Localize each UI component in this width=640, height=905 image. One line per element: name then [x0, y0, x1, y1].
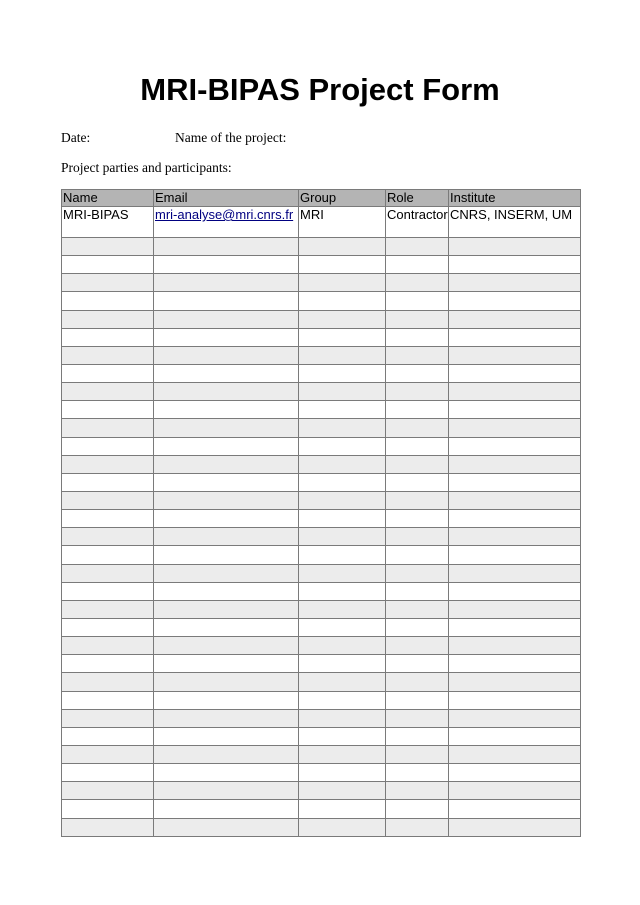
- cell-name: [62, 256, 154, 274]
- project-name-label: Name of the project:: [175, 130, 287, 145]
- cell-institute: [449, 691, 581, 709]
- cell-name: [62, 383, 154, 401]
- cell-institute: [449, 618, 581, 636]
- cell-name: [62, 238, 154, 256]
- cell-email: [154, 564, 299, 582]
- table-row-empty: [62, 691, 581, 709]
- cell-group: [299, 546, 386, 564]
- cell-institute: [449, 310, 581, 328]
- cell-group: [299, 528, 386, 546]
- cell-institute: [449, 655, 581, 673]
- cell-name: [62, 528, 154, 546]
- cell-email: [154, 546, 299, 564]
- cell-name: [62, 818, 154, 836]
- cell-name: [62, 292, 154, 310]
- cell-group: [299, 292, 386, 310]
- header-name: Name: [62, 190, 154, 207]
- cell-institute: [449, 727, 581, 745]
- cell-group: [299, 691, 386, 709]
- header-role: Role: [386, 190, 449, 207]
- cell-role: [386, 437, 449, 455]
- cell-role: [386, 764, 449, 782]
- cell-name: [62, 346, 154, 364]
- table-row-empty: [62, 491, 581, 509]
- cell-email: [154, 419, 299, 437]
- cell-name: [62, 455, 154, 473]
- cell-role: [386, 346, 449, 364]
- cell-group: [299, 328, 386, 346]
- cell-institute: [449, 582, 581, 600]
- cell-email: [154, 383, 299, 401]
- cell-group: MRI: [299, 207, 386, 238]
- table-row-empty: [62, 437, 581, 455]
- table-row-empty: [62, 709, 581, 727]
- cell-name: [62, 274, 154, 292]
- cell-institute: [449, 745, 581, 763]
- cell-name: [62, 419, 154, 437]
- cell-institute: [449, 546, 581, 564]
- cell-institute: [449, 346, 581, 364]
- cell-name: [62, 673, 154, 691]
- cell-institute: [449, 328, 581, 346]
- cell-role: [386, 274, 449, 292]
- cell-email: [154, 618, 299, 636]
- table-row-empty: [62, 800, 581, 818]
- cell-role: [386, 310, 449, 328]
- cell-email: [154, 238, 299, 256]
- table-row-empty: [62, 564, 581, 582]
- cell-group: [299, 637, 386, 655]
- cell-email: [154, 691, 299, 709]
- cell-name: [62, 691, 154, 709]
- cell-role: [386, 491, 449, 509]
- cell-name: [62, 637, 154, 655]
- cell-role: Contractor: [386, 207, 449, 238]
- cell-institute: [449, 401, 581, 419]
- cell-institute: [449, 764, 581, 782]
- cell-role: [386, 818, 449, 836]
- cell-email: [154, 473, 299, 491]
- cell-role: [386, 673, 449, 691]
- cell-group: [299, 818, 386, 836]
- cell-group: [299, 745, 386, 763]
- cell-institute: [449, 709, 581, 727]
- cell-group: [299, 383, 386, 401]
- cell-group: [299, 364, 386, 382]
- cell-institute: [449, 564, 581, 582]
- cell-email: [154, 207, 299, 238]
- table-row-empty: [62, 328, 581, 346]
- cell-role: [386, 600, 449, 618]
- cell-email: [154, 582, 299, 600]
- cell-role: [386, 328, 449, 346]
- cell-name: [62, 618, 154, 636]
- cell-role: [386, 691, 449, 709]
- cell-email: [154, 655, 299, 673]
- cell-email: [154, 274, 299, 292]
- cell-email: [154, 745, 299, 763]
- header-group: Group: [299, 190, 386, 207]
- table-row-empty: [62, 419, 581, 437]
- cell-group: [299, 709, 386, 727]
- cell-group: [299, 600, 386, 618]
- cell-name: [62, 745, 154, 763]
- cell-institute: [449, 455, 581, 473]
- table-row-empty: [62, 727, 581, 745]
- cell-name: [62, 473, 154, 491]
- cell-email: [154, 709, 299, 727]
- cell-name: [62, 491, 154, 509]
- cell-name: [62, 764, 154, 782]
- table-row-empty: [62, 364, 581, 382]
- cell-email: [154, 292, 299, 310]
- cell-role: [386, 419, 449, 437]
- cell-name: [62, 510, 154, 528]
- cell-name: [62, 437, 154, 455]
- cell-group: [299, 782, 386, 800]
- cell-role: [386, 401, 449, 419]
- table-row-empty: [62, 274, 581, 292]
- cell-institute: [449, 473, 581, 491]
- table-row-empty: [62, 292, 581, 310]
- cell-name: [62, 582, 154, 600]
- cell-role: [386, 655, 449, 673]
- cell-institute: CNRS, INSERM, UM: [449, 207, 581, 238]
- table-header-row: [62, 190, 581, 207]
- table-row-empty: [62, 655, 581, 673]
- cell-group: [299, 727, 386, 745]
- header-institute: Institute: [449, 190, 581, 207]
- cell-group: [299, 510, 386, 528]
- cell-email: [154, 673, 299, 691]
- cell-group: [299, 564, 386, 582]
- cell-group: [299, 618, 386, 636]
- date-label: Date:: [61, 130, 91, 145]
- cell-institute: [449, 600, 581, 618]
- cell-institute: [449, 818, 581, 836]
- table-row-empty: [62, 818, 581, 836]
- cell-institute: [449, 256, 581, 274]
- cell-role: [386, 455, 449, 473]
- cell-name: MRI-BIPAS: [62, 207, 154, 238]
- cell-institute: [449, 238, 581, 256]
- email-link[interactable]: mri-analyse@mri.cnrs.fr: [155, 207, 294, 222]
- cell-name: [62, 709, 154, 727]
- cell-email: [154, 818, 299, 836]
- cell-name: [62, 364, 154, 382]
- table-row-empty: [62, 528, 581, 546]
- cell-institute: [449, 800, 581, 818]
- cell-role: [386, 546, 449, 564]
- cell-group: [299, 310, 386, 328]
- cell-role: [386, 292, 449, 310]
- cell-institute: [449, 782, 581, 800]
- table-row-empty: [62, 256, 581, 274]
- cell-name: [62, 782, 154, 800]
- cell-institute: [449, 383, 581, 401]
- cell-institute: [449, 510, 581, 528]
- cell-role: [386, 618, 449, 636]
- cell-name: [62, 328, 154, 346]
- table-row-empty: [62, 546, 581, 564]
- parties-label: Project parties and participants:: [61, 160, 232, 175]
- cell-email: [154, 782, 299, 800]
- cell-institute: [449, 637, 581, 655]
- cell-name: [62, 564, 154, 582]
- cell-group: [299, 764, 386, 782]
- table-row-empty: [62, 764, 581, 782]
- table-row-empty: [62, 618, 581, 636]
- table-row-empty: [62, 455, 581, 473]
- cell-role: [386, 727, 449, 745]
- cell-email: [154, 328, 299, 346]
- cell-role: [386, 582, 449, 600]
- cell-role: [386, 383, 449, 401]
- cell-email: [154, 455, 299, 473]
- header-email: Email: [154, 190, 299, 207]
- table-row-empty: [62, 510, 581, 528]
- cell-email: [154, 600, 299, 618]
- cell-name: [62, 401, 154, 419]
- cell-role: [386, 528, 449, 546]
- participants-table: [61, 189, 581, 837]
- cell-name: [62, 655, 154, 673]
- cell-institute: [449, 364, 581, 382]
- cell-group: [299, 491, 386, 509]
- cell-group: [299, 401, 386, 419]
- cell-institute: [449, 673, 581, 691]
- cell-group: [299, 256, 386, 274]
- cell-institute: [449, 292, 581, 310]
- cell-role: [386, 564, 449, 582]
- cell-role: [386, 238, 449, 256]
- cell-name: [62, 800, 154, 818]
- cell-email: [154, 346, 299, 364]
- cell-group: [299, 274, 386, 292]
- cell-group: [299, 800, 386, 818]
- cell-role: [386, 256, 449, 274]
- cell-email: [154, 401, 299, 419]
- cell-email: [154, 437, 299, 455]
- table-row-empty: [62, 238, 581, 256]
- cell-name: [62, 310, 154, 328]
- cell-email: [154, 510, 299, 528]
- table-row-empty: [62, 600, 581, 618]
- table-row-empty: [62, 582, 581, 600]
- table-row-empty: [62, 637, 581, 655]
- cell-group: [299, 238, 386, 256]
- cell-email: [154, 491, 299, 509]
- table-row-empty: [62, 782, 581, 800]
- cell-group: [299, 582, 386, 600]
- cell-group: [299, 673, 386, 691]
- cell-role: [386, 510, 449, 528]
- cell-role: [386, 709, 449, 727]
- table-row-empty: [62, 401, 581, 419]
- cell-group: [299, 346, 386, 364]
- cell-email: [154, 310, 299, 328]
- table-row-empty: [62, 310, 581, 328]
- cell-name: [62, 727, 154, 745]
- cell-institute: [449, 528, 581, 546]
- cell-email: [154, 528, 299, 546]
- cell-institute: [449, 437, 581, 455]
- cell-group: [299, 655, 386, 673]
- cell-email: [154, 364, 299, 382]
- cell-role: [386, 800, 449, 818]
- table-row-empty: [62, 673, 581, 691]
- cell-email: [154, 727, 299, 745]
- table-row-empty: [62, 745, 581, 763]
- cell-role: [386, 364, 449, 382]
- cell-role: [386, 782, 449, 800]
- cell-institute: [449, 491, 581, 509]
- cell-role: [386, 745, 449, 763]
- cell-institute: [449, 419, 581, 437]
- cell-email: [154, 637, 299, 655]
- cell-email: [154, 256, 299, 274]
- table-row-empty: [62, 383, 581, 401]
- cell-institute: [449, 274, 581, 292]
- table-row-empty: [62, 473, 581, 491]
- table-row: [62, 207, 581, 238]
- page-title: MRI-BIPAS Project Form: [140, 72, 500, 107]
- cell-email: [154, 764, 299, 782]
- cell-group: [299, 455, 386, 473]
- cell-group: [299, 473, 386, 491]
- cell-role: [386, 637, 449, 655]
- cell-role: [386, 473, 449, 491]
- cell-group: [299, 419, 386, 437]
- cell-group: [299, 437, 386, 455]
- cell-name: [62, 546, 154, 564]
- cell-name: [62, 600, 154, 618]
- table-body: [62, 207, 581, 837]
- table-row-empty: [62, 346, 581, 364]
- cell-email: [154, 800, 299, 818]
